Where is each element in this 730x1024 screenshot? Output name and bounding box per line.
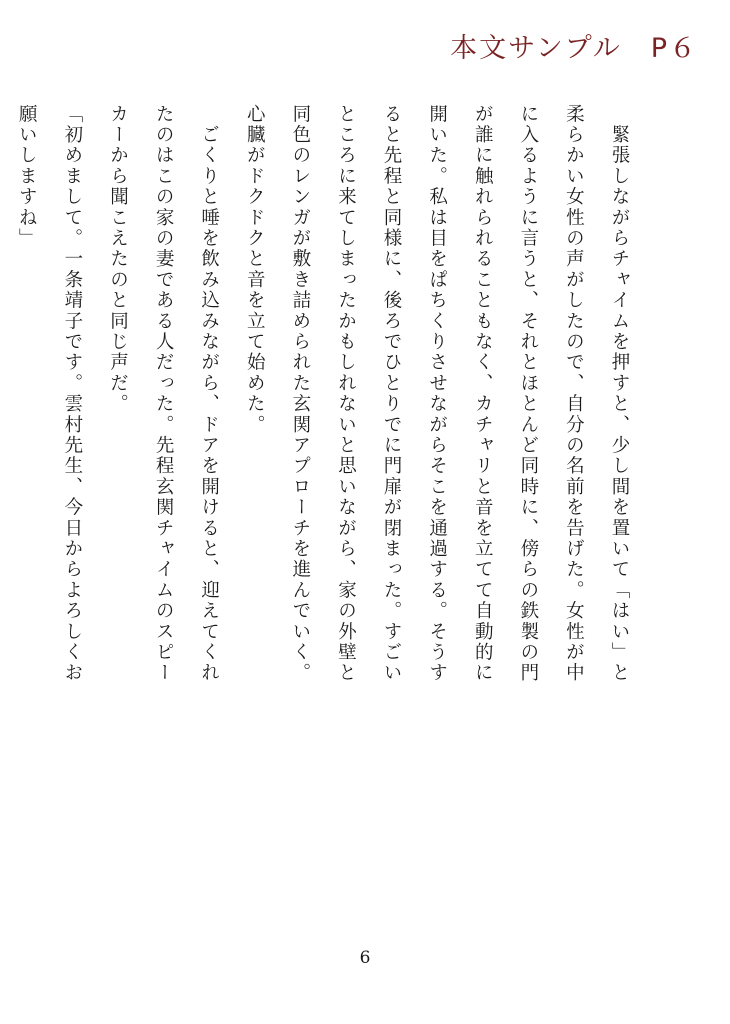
page-number: 6	[359, 948, 371, 968]
paragraph: 緊張しながらチャイムを押すと、少し間を置いて「はい」と柔らかい女性の声がしたので、自分の名前を告げた。女性が中に入るように言うと、それとほとんど同時に、傍らの鉄製の門が誰に触れられることもなく、カチャリと音を立てて自動的に開いた。私は目をぱちくりさせながらそこを通過する。そうすると先程と同様に、後ろでひとりでに門扉が閉まった。すごいところに来てしまったかもしれないと思いながら、家の外壁と同色のレンガが敷き詰められた玄関アプローチを進んでいく。心臓がドクドクと音を立て始めた。	[244, 104, 630, 684]
paragraph: ごくりと唾を飲み込みながら、ドアを開けると、迎えてくれたのはこの家の妻である人だった。先程玄関チャイムのスピーカーから聞こえたのと同じ声だ。	[107, 104, 220, 684]
page-header-title: 本文サンプル P６	[450, 33, 698, 64]
body-text	[16, 104, 642, 704]
paragraph: 「初めまして。一条靖子です。雲村先生、今日からよろしくお願いしますね」	[16, 104, 83, 684]
paragraph	[0, 104, 4, 704]
